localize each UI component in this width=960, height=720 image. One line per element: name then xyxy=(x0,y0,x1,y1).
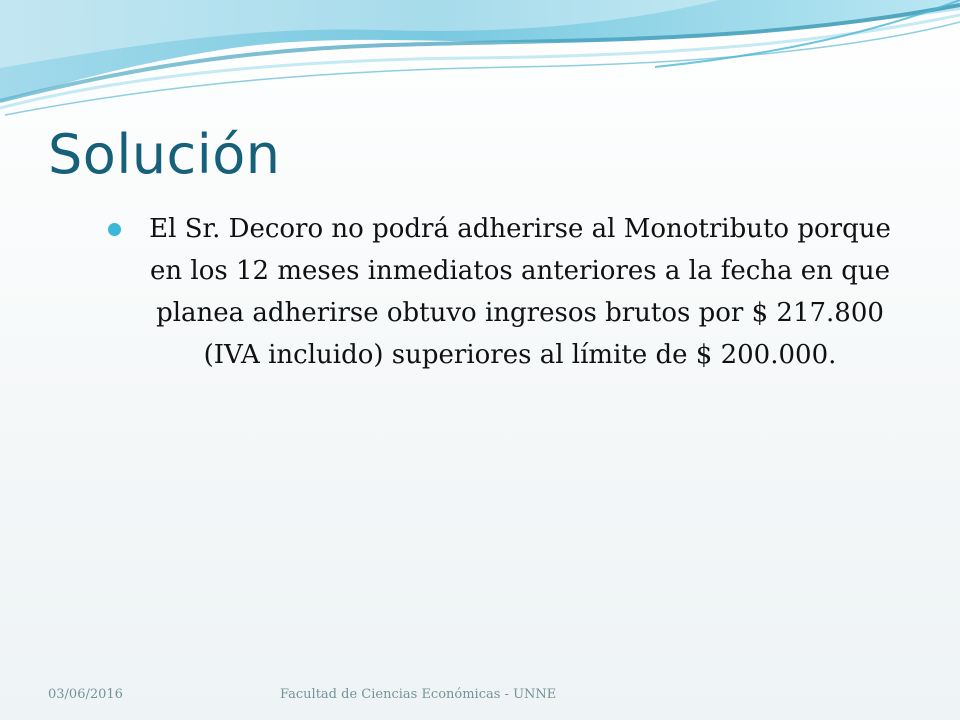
content-bullet-list xyxy=(90,208,905,376)
header-wave-decoration xyxy=(0,0,960,120)
bullet-paragraph xyxy=(90,208,905,376)
footer-institution: Facultad de Ciencias Económicas - UNNE xyxy=(280,687,557,702)
bullet-text: El Sr. Decoro no podrá adherirse al Monotributo porque en los 12 meses inmediatos anteriores a la fecha en que planea adherirse obtuvo ingresos brutos por $ 217.800 (IVA incluido) superiores al límite de $ 200.000. xyxy=(149,214,891,370)
slide-title: Solución xyxy=(48,123,281,186)
bullet-icon xyxy=(108,223,121,236)
footer-date: 03/06/2016 xyxy=(48,687,123,702)
